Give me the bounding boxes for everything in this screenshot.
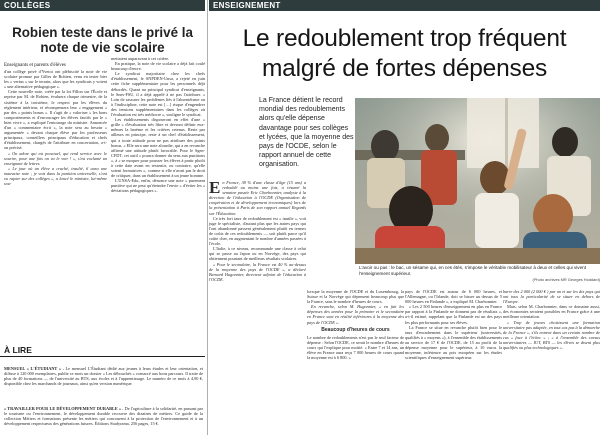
section-header-a-lire: À LIRE [4, 345, 32, 355]
colleges-page [0, 0, 205, 435]
classroom-photo-image [355, 98, 600, 264]
a-lire-item-1 [4, 366, 203, 386]
enseignement-headline [209, 24, 600, 84]
enseignement-col2-para-1: lorsque la moyenne de l'OCDE et du Luxembourg, la Suisse et la Norvège qui dépensent beaucoup plus que la France, sans le nombre d'heures de cours. [307, 289, 404, 305]
a-lire-item-2-text: De l'agriculture à la solidarité, en passant par le tourisme ou l'environnement, le développement durable recouvre des dizaines de métiers. Ce guide de la collection Métiers et formations présente les métiers qui concourent à la protection de l'environnement et à un développement respectueux des générations futures. Éditions Studyrama, 256 pages, 15 €. [4, 406, 204, 427]
enseignement-col1-para-2: Ce très fort taux de redoublement est « inutile », voit juge le spécialiste, d'autant plus que les autres pays qui l'ont abandonné passent généralement plutôt en termes de coûts de ces redoublements — soit plutôt parce qu'il coûte cher, en augmentant le nombre d'années passées à l'école. [209, 215, 306, 247]
colleges-col2-para-2: En pratique, la note de vie scolaire a déjà fait coulé beaucoup d'encre. [111, 61, 205, 72]
enseignement-col3-para-3: La France se situe en revanche plutôt bien pour le taux d'encadrement dans le supérieur (universités, qualifiés à « moyens »), à l'ensemble des établissements au service de 17 € de l'OCDE, de 15 au profit de la dépense moyenne pour le supérieur, à 10 euros la moyenne, inférieure au prix européen sur les études scientifiques d'enseignement supérieur. [405, 324, 502, 361]
enseignement-col4-para-2: Mais, selon M. Charbonnier, dans ce domaine aussi, des économies seraient possibles en France grâce à une meilleure orientation. [503, 304, 600, 320]
enseignement-col4-para-1: barre des 2 000 (2 000 € ) par an et sur les dix pays qui ont tous la particularité de se situer en dehors de l'Europe. [503, 289, 600, 305]
enseignement-col1-para-1 [209, 180, 306, 216]
colleges-col1-para-3: « On adore qui est ponctuel, qui rend service avec le sourire, pour une fois on va le voir ! », s'est exclamé un enseignant de lettres. [4, 150, 107, 166]
enseignement-col3-para-2: « Les 2 500 heures d'enseignement en plus en France par rapport à la Finlande ne donnent pas de résultats », a-t-il estimé, rappelant que la Finlande est un des pays les plus performants pour ses élèves. [405, 304, 502, 325]
enseignement-page [209, 0, 600, 435]
enseignement-col1-para-3: L'Italie, à ce niveau, recommande une classe à celui qui se passe au Japon ou en Norvège, des pays qui obtiennent pourtant de meilleurs résultats scolaires. [209, 246, 306, 262]
classroom-photo [355, 98, 600, 264]
section-header-enseignement: ENSEIGNEMENT [209, 0, 600, 11]
drop-cap: E [209, 178, 221, 197]
colleges-col2-para-4: Les établissements disposeront en effet d'une « grille » d'évaluation très libre et devront définir eux-mêmes la barème et les critères retenus. Reste par ailleurs en principe, reste à un chef d'établissement, qui a toute attitude pour ne pas attribuer des points bonus. « Elle sera une note alourdie, qui a en revanche affirmé une attitude plutôt favorable. Pour le Sgen-CFDT, cet outil « pourra donner du sens aux punitions », à « se moquer pour pousser les élèves à partir plutôt à cette date avant en ressentir, ou contraire, qu'elle soient formatrices », comme si elle n'avait pas le droit de critiquer, dans un établissement à un jeune homme. [111, 117, 205, 179]
colleges-col1-para-4: « Le jour où un élève a craché, insulté, il aura une mauvaise note ; je vois dans la punition universelle, s'ont vu rapter sur des collèges », a lancé le ministre, lui-même sou- [4, 165, 107, 187]
enseignement-col4-para-3: « Trop de jeunes choisissent une formation universitaire pas adaptée, en tout cas pas à la démarche de la France », s'ils entrent dans un certain nombre de cas « face à l'échec » ; « à l'ensemble des cursus universitaires — IUT, BTS — les élèves se disent plus qualifiés ou plus technologiques ». [503, 319, 600, 351]
enseignement-headline-line-2: malgré de fortes dépenses [261, 55, 548, 82]
enseignement-column-2 [307, 289, 404, 360]
enseignement-column-4 [503, 289, 600, 350]
enseignement-column-3 [405, 289, 502, 360]
enseignement-col3-para-1: pays de l'OCDE est autour de 6 000 heures, et l'Allemagne, ou l'Irlande, doit se hisser au dessus de 5 000 heures en Finlande », a expliqué M. Charbonnier. [405, 289, 502, 305]
section-header-colleges: COLLÈGES [0, 0, 205, 11]
enseignement-intertitle: Beaucoup d'heures de cours [321, 326, 390, 333]
enseignement-col1-para-1-text: n France, 38 % d'une classe d'âge (15 ans) a redoublé au moins une fois, a résumé la semaine passée Eric Charbonnier, analyste à la direction de l'éducation à l'OCDE (Organisation de coopération et de développement économiques) lors de la présentation à Paris de son rapport annuel Regards sur l'Éducation. [209, 180, 306, 216]
a-lire-item-2 [4, 406, 203, 426]
enseignement-col2-para-3: Le nombre de redoublements n'est pas le seul facteur de dépense : Selon l'OCDE, ce serait le nombre d'heures de cours qui l'explique pour moitié. « Entre 7 et 14 ans, un élève en France aura reçu 7 000 heures de cours quand la moyenne est à 6 800. » [307, 334, 404, 361]
colleges-headline: Robien teste dans le privé la note de vie scolaire [12, 25, 193, 55]
enseignement-chapo: La France détient le record mondial des redoublements alors qu'elle dépense davantage pour ses collèges et lycées, que la moyenne des pays de l'OCDE, selon le rapport annuel de cette organisation. [259, 97, 354, 169]
a-lire-item-1-title: MENSUEL « L'ÉTUDIANT » . [4, 366, 64, 371]
colleges-col2-para-1: mettaient auparavant à cet critère. [111, 56, 170, 61]
colleges-col1-para-1: d'un collège privé d'Yvetot ont plébiscité la note de vie scolaire promue par Gilles de Robien, venu en tester hier les « vertus » sur le terrain, alors que les syndicats y voient « une alternative pédagogique ». [4, 69, 107, 90]
photo-credit: (Photo archives MR Georges Hoddard) [532, 277, 600, 282]
page-divider [207, 0, 208, 435]
enseignement-col2-para-2: En revanche, selon M. Hugonnier, « en fait les dépenses des années pour la primaire et le secondaire en France sont en réalité inférieures à la moyenne des pays de l'OCDE ». [307, 304, 404, 325]
a-lire-item-2-title: « TRAVAILLER POUR LE DÉVELOPPEMENT DURABLE » . [4, 406, 124, 411]
photo-caption: L'avoir ou pas : le bac, un sésame qui, en ces étés, s'impose le véritable mobilisateur à deux et celles qui vivent l'enseignement supérieur. [359, 265, 586, 276]
colleges-col2-para-3: Le syndicat majoritaire chez les chefs d'établissement, le SNPDEN-Unsa, a rejeté en juin cette fiche supplémentaire pour les personnels déjà débordés. Quant au principal syndicat d'enseignants, le Snes-FSU, il a déjà appelé à ne pas l'attribuer. « Loin de rassurer les problèmes liés à l'absentéisme ou à l'indiscipline, cette note est […] risque d'engendrer des tensions supplémentaires dans les collèges où l'évaluation est très médiocre », souligne le syndicat. [111, 71, 205, 118]
enseignement-col1-para-4: « Pour le secondaire, la France est 40 % au-dessus de la moyenne des pays de l'OCDE », a déclaré Bernard Hugonnier, directeur adjoint de l'éducation à l'OCDE. [209, 261, 306, 282]
colleges-column-1 [4, 69, 107, 186]
colleges-col1-para-2: Cette nouvelle note, créée par la loi Fillon sur l'École et reprise par M. de Robien, évaluera chaque trimestre, de la sixième à la troisième, le respect par les élèves du règlement intérieur, et récompensera leur « engagement » par des « points bonus ». Il s'agit de « valoriser » les bons comportements et d'encourager les élèves fautifs par le « bien vivre », a expliqué l'entourage du ministre. Annoncée d'un « commentaire écrit », la note sera au besoin « argumentée » devant chaque élève par les professeurs principaux, conseillers principaux d'éducation et chefs d'établissement, chargés de l'attribuer en concertation, a-t-on précisé. [4, 89, 107, 151]
colleges-lead: Enseignants et parents d'élèves [4, 63, 66, 68]
colleges-col2-para-5: L'UNSA-Edu, enfin, dénonce une note « purement punitive qui ne peut qu'éteindre l'envie » d'éviter les « déviations pédagogiques ». [111, 178, 205, 194]
a-lire-item-1-text: Le mensuel L'Étudiant dédié aux jeunes à leurs études et leur orientation, et diffuse à 120 000 exemplaires, publie ce mois un dossier « Les débouchés » consacré aux bons parcours. Il traite de plus de 40 formations — de l'université au BTS, aux écoles et à l'apprentissage. Le numéro de ce mois à 4,90 €, disponible chez les marchands de journaux, ainsi qu'en version numérique. [4, 366, 203, 387]
enseignement-headline-line-1: Le redoublement trop fréquent [242, 25, 567, 52]
a-lire-divider [0, 356, 205, 357]
colleges-column-2 [111, 56, 205, 194]
enseignement-column-1 [209, 180, 306, 282]
